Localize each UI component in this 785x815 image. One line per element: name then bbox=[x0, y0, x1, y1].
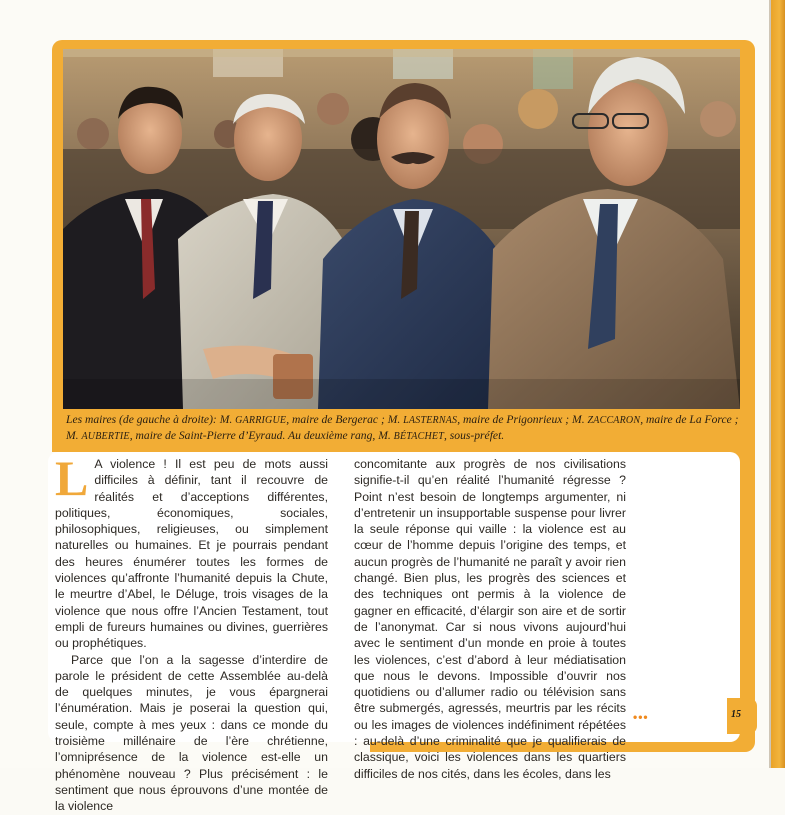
paragraph-text: A violence ! Il est peu de mots aussi difficiles à définir, tant il recouvre de réalités et d’acceptions différentes, politiques, économiques, sociales, philosophiques, religieuses, ou simplement naturelles ou humaines. Et je pourrais pendant des heures énumérer toutes les formes de violences qu’affronte l’humanité depuis la Chute, le meurtre d’Abel, le Déluge, trois visages de la violence que nous offre l’Ancien Testament, tout empli de fureurs humaines ou divines, guerrières ou prophétiques. bbox=[55, 457, 328, 651]
caption-text: , maire de La Force ; bbox=[640, 413, 739, 426]
caption-name-aubertie: AUBERTIE bbox=[81, 431, 130, 442]
caption-text: , maire de Prigonrieux ; M. bbox=[457, 413, 588, 426]
drop-cap: L bbox=[55, 450, 89, 506]
article-column-1 bbox=[55, 450, 328, 815]
orange-spine bbox=[771, 0, 785, 768]
caption-text: , maire de Bergerac ; M. bbox=[286, 413, 404, 426]
caption-name-lasternas: LASTERNAS bbox=[403, 415, 458, 426]
photo-caption bbox=[66, 412, 742, 444]
caption-intro: Les maires (de gauche à droite): M. bbox=[66, 413, 236, 426]
article-paragraph: concomitante aux progrès de nos civilisations signifie-t-il qu’en réalité l’humanité régresse ? Point n’est besoin de longtemps argumenter, ni d’entretenir un insupportable suspense pour livrer la seule réponse qui vaille : la violence est au cœur de l’homme depuis l’origine des temps, et aucun progrès de l’humanité ne paraît y avoir rien changé. Bien plus, les progrès des sciences et des techniques ont permis à la violence de gagner en efficacité, d’élargir son aire et de sortir de l’anonymat. Car si nous vivons aujourd’hui avec le sentiment d’un monde en proie à toutes les violences, c’est d’abord à leur médiatisation que nous le devons. Impossible d’ouvrir nos quotidiens ou d’allumer radio ou télévision sans être submergés, agressés, meurtris par les récits ou les images de violences indéfiniment répétées : au-delà d’une criminalité que je qualifierais de classique, voici les violences dans les quartiers difficiles de nos cités, dans les écoles, dans les bbox=[354, 457, 626, 781]
caption-name-zaccaron: ZACCARON bbox=[587, 415, 641, 426]
caption-name-garrigue: GARRIGUE bbox=[235, 415, 287, 426]
photo-illustration bbox=[63, 49, 740, 409]
caption-text: , maire de Saint-Pierre d’Eyraud. Au deuxième rang, M. bbox=[129, 429, 394, 442]
article-paragraph bbox=[55, 450, 328, 652]
page-number: 15 bbox=[731, 709, 741, 720]
caption-text: , sous-préfet. bbox=[443, 429, 505, 442]
caption-name-betachet: BÉTACHET bbox=[393, 431, 444, 442]
photo-mayors bbox=[63, 49, 740, 409]
article-paragraph: Parce que l’on a la sagesse d’interdire de parole le président de cette Assemblée au-delà de quelques minutes, je vous épargnerai l’énumération. Mais je poserai la question qui, seule, compte à mes yeux : dans ce monde du troisième millénaire de l’ère chrétienne, l’omniprésence de la violence est-elle un phénomène nouveau ? Plus précisément : le sentiment que nous éprouvons d’une montée de la violence bbox=[55, 652, 328, 814]
continue-marker: ••• bbox=[633, 710, 649, 724]
article-column-2 bbox=[354, 456, 626, 782]
caption-text: M. bbox=[66, 429, 82, 442]
